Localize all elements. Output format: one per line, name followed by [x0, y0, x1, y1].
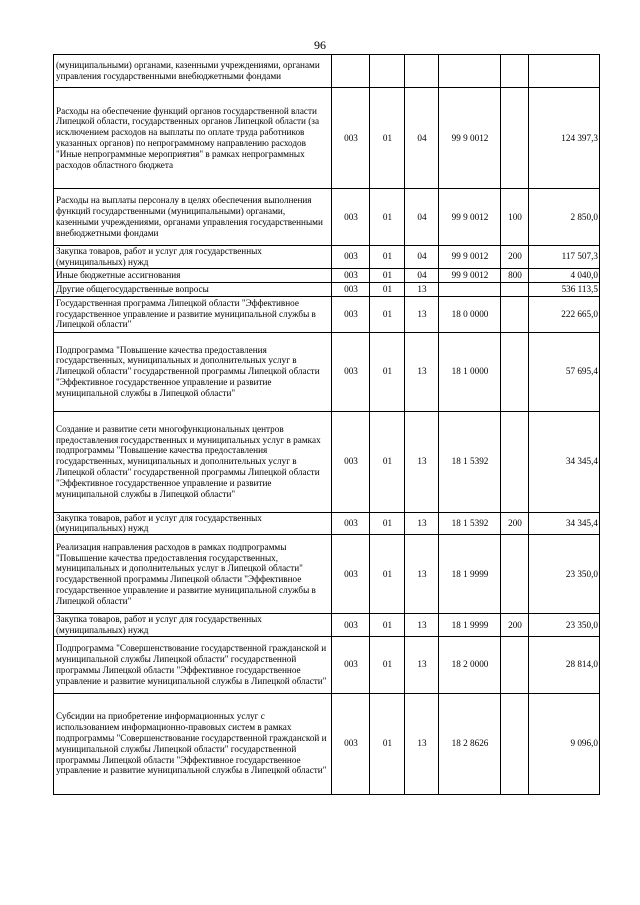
section-code: 01: [370, 189, 405, 246]
section-code: 01: [370, 268, 405, 282]
table-row: [54, 411, 600, 512]
subsection-code: 04: [405, 246, 439, 269]
target-article-code: 18 2 0000: [439, 636, 501, 693]
section-code: 01: [370, 246, 405, 269]
budget-table: [53, 54, 600, 795]
ministry-code: 003: [332, 88, 370, 189]
amount-value: 124 397,3: [529, 88, 600, 189]
row-description: Подпрограмма "Повышение качества предоставления государственных, муниципальных и дополнительных услуг в Липецкой области" государственной программы Липецкой области "Эффективное государственное управление и развитие муниципальной службы в Липецкой области": [54, 332, 332, 411]
amount-value: 4 040,0: [529, 268, 600, 282]
subsection-code: 04: [405, 268, 439, 282]
table-row: [54, 535, 600, 614]
row-description: (муниципальными) органами, казенными учреждениями, органами управления государственными внебюджетными фондами: [54, 55, 332, 88]
row-description: Государственная программа Липецкой области "Эффективное государственное управление и развитие муниципальной службы в Липецкой области": [54, 296, 332, 332]
subsection-code: 13: [405, 282, 439, 296]
target-article-code: 18 1 9999: [439, 614, 501, 637]
table-row: [54, 614, 600, 637]
amount-value: 536 113,5: [529, 282, 600, 296]
table-row: [54, 268, 600, 282]
subsection-code: 13: [405, 411, 439, 512]
expense-type-code: [501, 55, 529, 88]
amount-value: 23 350,0: [529, 535, 600, 614]
subsection-code: [405, 55, 439, 88]
table-row: [54, 189, 600, 246]
section-code: 01: [370, 296, 405, 332]
row-description: Создание и развитие сети многофункциональных центров предоставления государственных и муниципальных услуг в рамках подпрограммы "Повышение качества предоставления государственных, муниципальных и дополнительных услуг в Липецкой области" государственной программы Липецкой области "Эффективное государственное управление и развитие муниципальной службы в Липецкой области": [54, 411, 332, 512]
expense-type-code: 800: [501, 268, 529, 282]
subsection-code: 04: [405, 189, 439, 246]
ministry-code: 003: [332, 189, 370, 246]
row-description: Расходы на обеспечение функций органов государственной власти Липецкой области, государственных органов Липецкой области (за исключением расходов на выплаты по оплате труда работников указанных органов) по непрограммному направлению расходов "Иные непрограммные мероприятия" в рамках непрограммных расходов областного бюджета: [54, 88, 332, 189]
subsection-code: 13: [405, 296, 439, 332]
table-row: [54, 332, 600, 411]
ministry-code: 003: [332, 512, 370, 535]
ministry-code: 003: [332, 411, 370, 512]
row-description: Субсидии на приобретение информационных услуг с использованием информационно-правовых систем в рамках подпрограммы "Совершенствование государственной гражданской и муниципальной службы Липецкой области" государственной программы Липецкой области "Эффективное государственное управление и развитие муниципальной службы в Липецкой области": [54, 693, 332, 794]
row-description: Другие общегосударственные вопросы: [54, 282, 332, 296]
expense-type-code: [501, 411, 529, 512]
expense-type-code: 200: [501, 512, 529, 535]
expense-type-code: [501, 296, 529, 332]
table-row: [54, 636, 600, 693]
expense-type-code: [501, 332, 529, 411]
table-row: [54, 246, 600, 269]
ministry-code: 003: [332, 614, 370, 637]
expense-type-code: [501, 693, 529, 794]
subsection-code: 13: [405, 693, 439, 794]
section-code: 01: [370, 512, 405, 535]
target-article-code: 18 0 0000: [439, 296, 501, 332]
row-description: Подпрограмма "Совершенствование государственной гражданской и муниципальной службы Липецкой области" государственной программы Липецкой области "Эффективное государственное управление и развитие муниципальной службы в Липецкой области": [54, 636, 332, 693]
expense-type-code: [501, 636, 529, 693]
subsection-code: 13: [405, 332, 439, 411]
expense-type-code: 200: [501, 614, 529, 637]
target-article-code: [439, 55, 501, 88]
target-article-code: 99 9 0012: [439, 189, 501, 246]
row-description: Иные бюджетные ассигнования: [54, 268, 332, 282]
section-code: 01: [370, 332, 405, 411]
expense-type-code: 100: [501, 189, 529, 246]
table-row: [54, 55, 600, 88]
amount-value: 2 850,0: [529, 189, 600, 246]
target-article-code: 18 1 5392: [439, 411, 501, 512]
section-code: 01: [370, 614, 405, 637]
target-article-code: [439, 282, 501, 296]
section-code: 01: [370, 411, 405, 512]
ministry-code: 003: [332, 535, 370, 614]
expense-type-code: [501, 535, 529, 614]
amount-value: [529, 55, 600, 88]
target-article-code: 99 9 0012: [439, 268, 501, 282]
ministry-code: 003: [332, 296, 370, 332]
target-article-code: 99 9 0012: [439, 246, 501, 269]
table-body: [54, 55, 600, 795]
row-description: Закупка товаров, работ и услуг для государственных (муниципальных) нужд: [54, 512, 332, 535]
table-row: [54, 296, 600, 332]
ministry-code: 003: [332, 268, 370, 282]
ministry-code: 003: [332, 246, 370, 269]
amount-value: 9 096,0: [529, 693, 600, 794]
amount-value: 28 814,0: [529, 636, 600, 693]
ministry-code: [332, 55, 370, 88]
expense-type-code: [501, 282, 529, 296]
subsection-code: 13: [405, 535, 439, 614]
target-article-code: 18 1 0000: [439, 332, 501, 411]
table-row: [54, 88, 600, 189]
section-code: 01: [370, 88, 405, 189]
section-code: 01: [370, 636, 405, 693]
amount-value: 222 665,0: [529, 296, 600, 332]
row-description: Расходы на выплаты персоналу в целях обеспечения выполнения функций государственными (муниципальными) органами, казенными учреждениями, органами управления государственными внебюджетными фондами: [54, 189, 332, 246]
ministry-code: 003: [332, 282, 370, 296]
subsection-code: 13: [405, 614, 439, 637]
table-row: [54, 693, 600, 794]
section-code: 01: [370, 282, 405, 296]
expense-type-code: 200: [501, 246, 529, 269]
target-article-code: 18 1 5392: [439, 512, 501, 535]
ministry-code: 003: [332, 636, 370, 693]
row-description: Реализация направления расходов в рамках подпрограммы "Повышение качества предоставления государственных, муниципальных и дополнительных услуг в Липецкой области" государственной программы Липецкой области "Эффективное государственное управление и развитие муниципальной службы в Липецкой области": [54, 535, 332, 614]
section-code: 01: [370, 535, 405, 614]
target-article-code: 99 9 0012: [439, 88, 501, 189]
page-number: 96: [314, 38, 326, 52]
ministry-code: 003: [332, 332, 370, 411]
amount-value: 117 507,3: [529, 246, 600, 269]
expense-type-code: [501, 88, 529, 189]
subsection-code: 13: [405, 512, 439, 535]
table-row: [54, 512, 600, 535]
target-article-code: 18 2 8626: [439, 693, 501, 794]
row-description: Закупка товаров, работ и услуг для государственных (муниципальных) нужд: [54, 246, 332, 269]
table-row: [54, 282, 600, 296]
section-code: 01: [370, 693, 405, 794]
section-code: [370, 55, 405, 88]
amount-value: 23 350,0: [529, 614, 600, 637]
amount-value: 57 695,4: [529, 332, 600, 411]
subsection-code: 04: [405, 88, 439, 189]
ministry-code: 003: [332, 693, 370, 794]
target-article-code: 18 1 9999: [439, 535, 501, 614]
subsection-code: 13: [405, 636, 439, 693]
amount-value: 34 345,4: [529, 411, 600, 512]
row-description: Закупка товаров, работ и услуг для государственных (муниципальных) нужд: [54, 614, 332, 637]
amount-value: 34 345,4: [529, 512, 600, 535]
